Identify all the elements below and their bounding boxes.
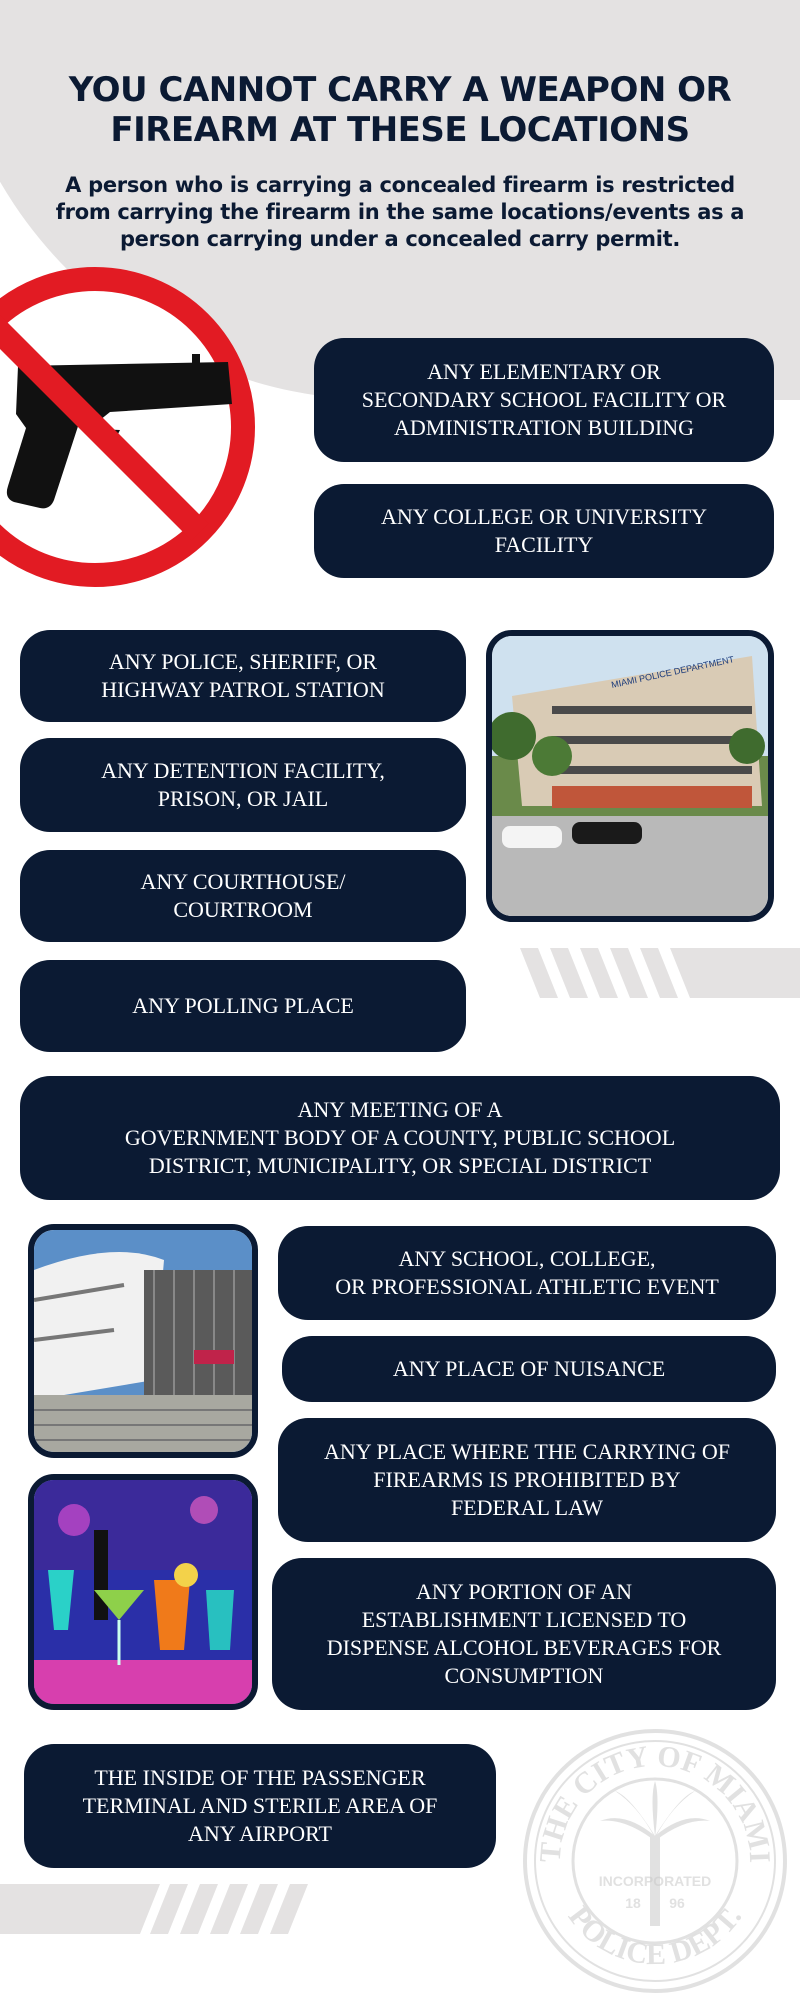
- location-government-meeting: ANY MEETING OF A GOVERNMENT BODY OF A COUNTY, PUBLIC SCHOOL DISTRICT, MUNICIPALITY, OR SPECIAL DISTRICT: [20, 1076, 780, 1200]
- location-athletic-event: ANY SCHOOL, COLLEGE, OR PROFESSIONAL ATHLETIC EVENT: [278, 1226, 776, 1320]
- location-school-admin: ANY ELEMENTARY OR SECONDARY SCHOOL FACILITY OR ADMINISTRATION BUILDING: [314, 338, 774, 462]
- cocktails-photo: [28, 1474, 258, 1710]
- location-polling-place: ANY POLLING PLACE: [20, 960, 466, 1052]
- seal-incorporated-text: INCORPORATED: [598, 1873, 712, 1889]
- location-federal-prohibited: ANY PLACE WHERE THE CARRYING OF FIREARMS IS PROHIBITED BY FEDERAL LAW: [278, 1418, 776, 1542]
- seal-year-right: 96: [669, 1895, 685, 1911]
- decorative-stripes-left: [0, 1884, 320, 1934]
- palm-tree-icon: [600, 1781, 710, 1926]
- arena-photo: [28, 1224, 258, 1458]
- seal-top-text: THE CITY OF MIAMI: [533, 1739, 777, 1864]
- title-line-2: FIREARM AT THESE LOCATIONS: [110, 110, 690, 150]
- seal-bottom-text: POLICE DEPT.: [561, 1900, 749, 1972]
- seal-year-left: 18: [625, 1895, 641, 1911]
- police-department-photo: [486, 630, 774, 922]
- location-detention-facility: ANY DETENTION FACILITY, PRISON, OR JAIL: [20, 738, 466, 832]
- subtitle: A person who is carrying a concealed firearm is restricted from carrying the firearm in the same locations/events as a person carrying under a concealed carry permit.: [55, 173, 745, 251]
- location-college-facility: ANY COLLEGE OR UNIVERSITY FACILITY: [314, 484, 774, 578]
- title-line-1: YOU CANNOT CARRY A WEAPON OR: [68, 70, 732, 110]
- police-sign-text: MIAMI POLICE DEPARTMENT: [610, 654, 735, 690]
- location-alcohol-establishment: ANY PORTION OF AN ESTABLISHMENT LICENSED TO DISPENSE ALCOHOL BEVERAGES FOR CONSUMPTION: [272, 1558, 776, 1710]
- location-police-station: ANY POLICE, SHERIFF, OR HIGHWAY PATROL STATION: [20, 630, 466, 722]
- location-nuisance: ANY PLACE OF NUISANCE: [282, 1336, 776, 1402]
- location-airport-terminal: THE INSIDE OF THE PASSENGER TERMINAL AND STERILE AREA OF ANY AIRPORT: [24, 1744, 496, 1868]
- decorative-stripes-right: [520, 948, 800, 998]
- no-gun-icon: [0, 262, 260, 592]
- page-title: [40, 70, 760, 150]
- location-courthouse: ANY COURTHOUSE/ COURTROOM: [20, 850, 466, 942]
- miami-police-seal: [520, 1726, 790, 1996]
